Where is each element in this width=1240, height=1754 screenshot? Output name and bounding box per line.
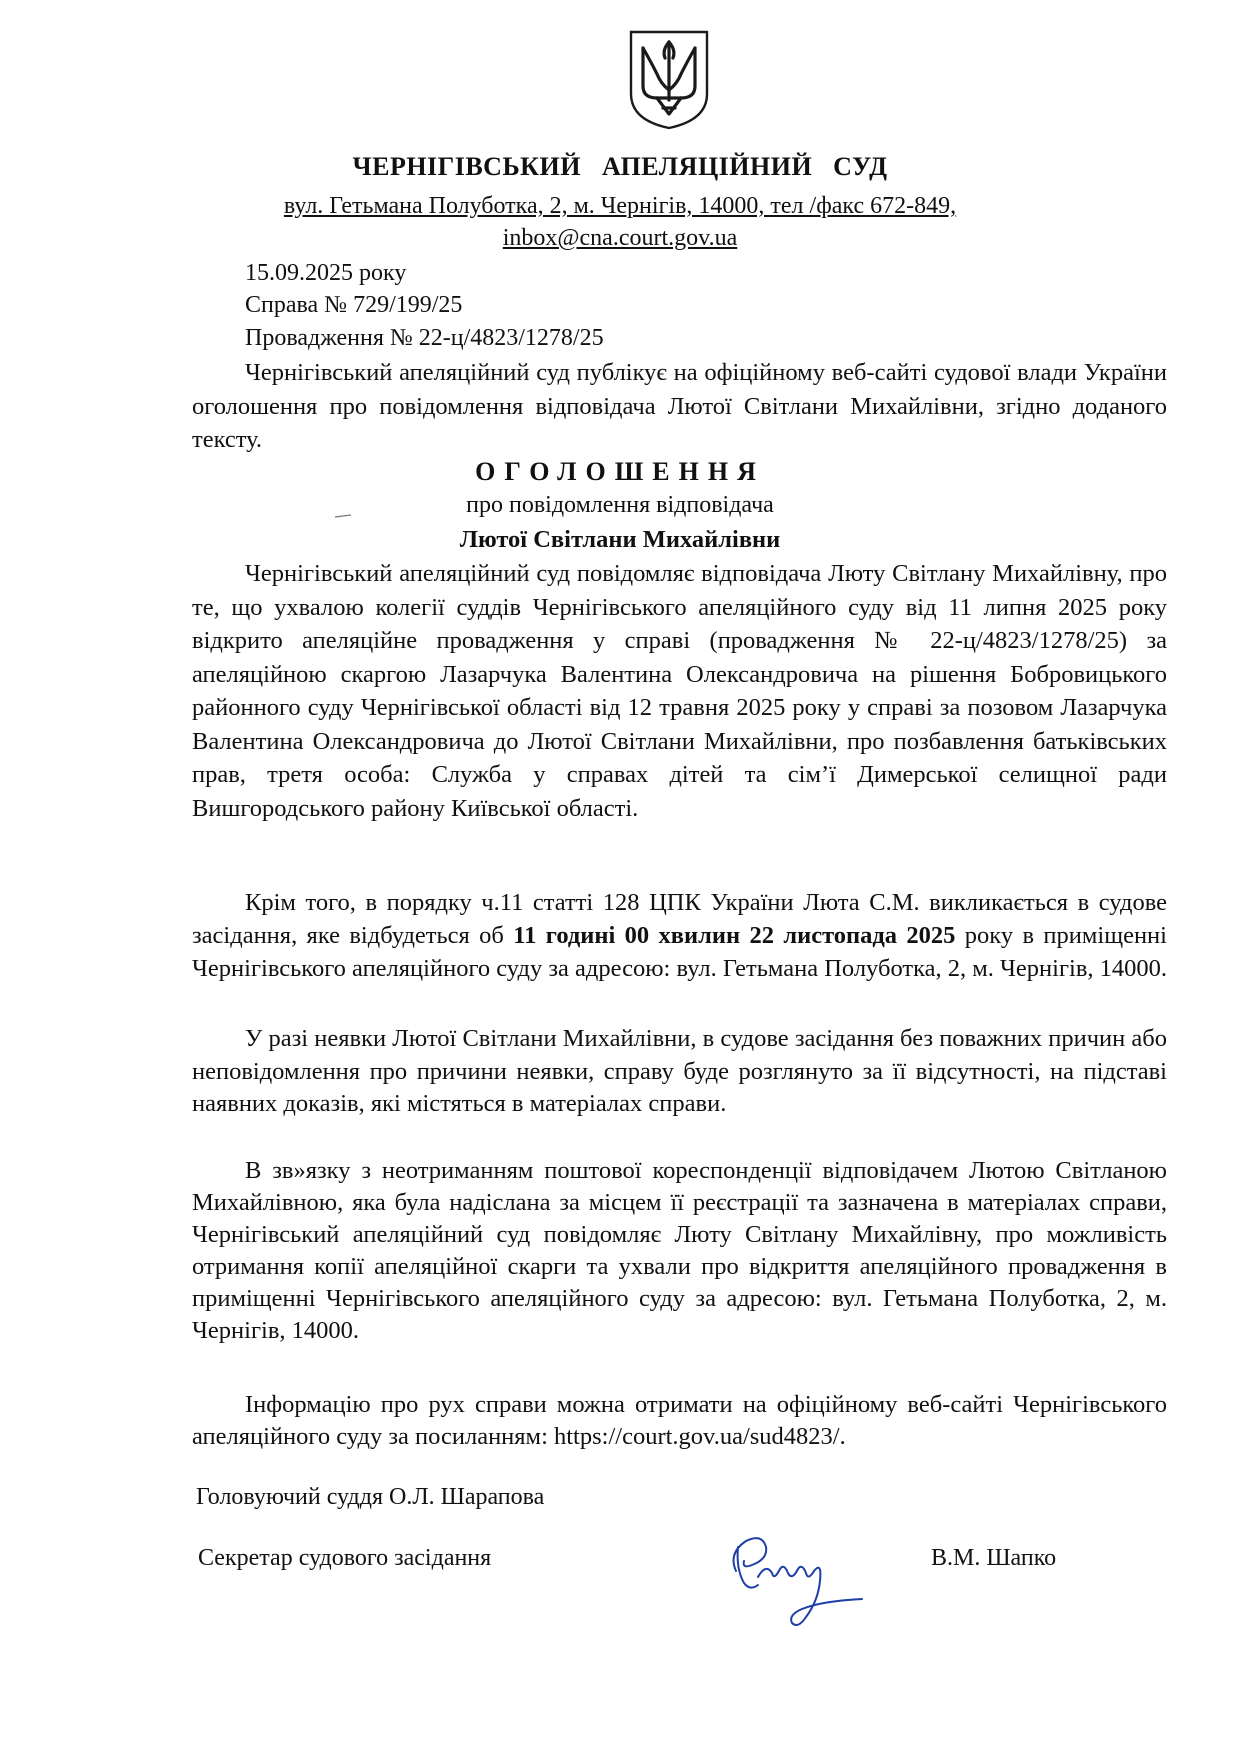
body-paragraph-3: У разі неявки Лютої Світлани Михайлівни, в судове засідання без поважних причин або неповідомлення про причини неявки, справу буде розглянуто за її відсутності, на підставі наявних доказів, які містяться в матеріалах справи. bbox=[192, 1025, 1167, 1117]
handwritten-signature bbox=[722, 1525, 872, 1640]
paragraph-2-text-b: року в приміщенні Чернігівського апеляційного суду за адресою: вул. Гетьмана Полуботка, 2, м. Чернігів, 14000. bbox=[192, 922, 1168, 982]
intro-paragraph: Чернігівський апеляційний суд публікує на офіційному веб-сайті судової влади України оголошення про повідомлення відповідача Лютої Світлани Михайлівни, згідно доданого тексту. bbox=[192, 359, 1167, 453]
case-number: Справа № 729/199/25 bbox=[245, 292, 463, 318]
secretary-label: Секретар судового засідання bbox=[198, 1545, 492, 1571]
body-paragraph-1: Чернігівський апеляційний суд повідомляє відповідача Люту Світлану Михайлівну, про те, що ухвалою колегії суддів Чернігівського апеляційного суду від 11 липня 2025 року відкрито апеляційне провадження у справі (провадження № 22-ц/4823/1278/25) за апеляційною скаргою Лазарчука Валентина Олександровича на рішення Бобровицького районного суду Чернігівської області від 12 травня 2025 року у справі за позовом Лазарчука Валентина Олександровича до Лютої Світлани Михайлівни, про позбавлення батьківських прав, третя особа: Служба у справах дітей та сім’ї Димерської селищної ради Вишгородського району Київської області. bbox=[192, 560, 1167, 822]
respondent-name: Лютої Світлани Михайлівни bbox=[459, 526, 781, 553]
notice-subtitle: про повідомлення відповідача bbox=[466, 492, 774, 518]
proceeding-number: Провадження № 22-ц/4823/1278/25 bbox=[245, 325, 604, 351]
document-date: 15.09.2025 року bbox=[245, 260, 407, 286]
stray-mark bbox=[334, 514, 352, 518]
body-paragraph-5: Інформацію про рух справи можна отримати на офіційному веб-сайті Чернігівського апеляційного суду за посиланням: https://court.gov.ua/sud4823/. bbox=[192, 1391, 1167, 1450]
hearing-datetime: 11 годині 00 хвилин 22 листопада 2025 bbox=[513, 922, 956, 949]
notice-title: ОГОЛОШЕННЯ bbox=[475, 457, 765, 486]
paragraph-2-text-a: Крім того, в порядку ч.11 статті 128 ЦПК України Люта С.М. викликається в судове засідання, яке відбудеться об bbox=[192, 889, 1167, 949]
court-name: ЧЕРНІГІВСЬКИЙ АПЕЛЯЦІЙНИЙ СУД bbox=[352, 152, 888, 181]
presiding-judge: Головуючий суддя О.Л. Шарапова bbox=[196, 1484, 545, 1510]
court-address: вул. Гетьмана Полуботка, 2, м. Чернігів, 14000, тел /факс 672-849, bbox=[283, 193, 957, 219]
trident-coat-of-arms-icon bbox=[627, 28, 711, 132]
body-paragraph-4: В зв»язку з неотриманням поштової кореспонденції відповідачем Лютою Світланою Михайлівною, яка була надіслана за місцем її реєстрації та зазначена в матеріалах справи, Чернігівський апеляційний суд повідомляє Люту Світлану Михайлівну, про можливість отримання копії апеляційної скарги та ухвали про відкриття апеляційного провадження в приміщенні Чернігівського апеляційного суду за адресою: вул. Гетьмана Полуботка, 2, м. Чернігів, 14000. bbox=[192, 1157, 1167, 1344]
body-paragraph-2 bbox=[192, 886, 1167, 985]
secretary-name: В.М. Шапко bbox=[931, 1545, 1057, 1571]
court-email: inbox@cna.court.gov.ua bbox=[502, 225, 738, 251]
